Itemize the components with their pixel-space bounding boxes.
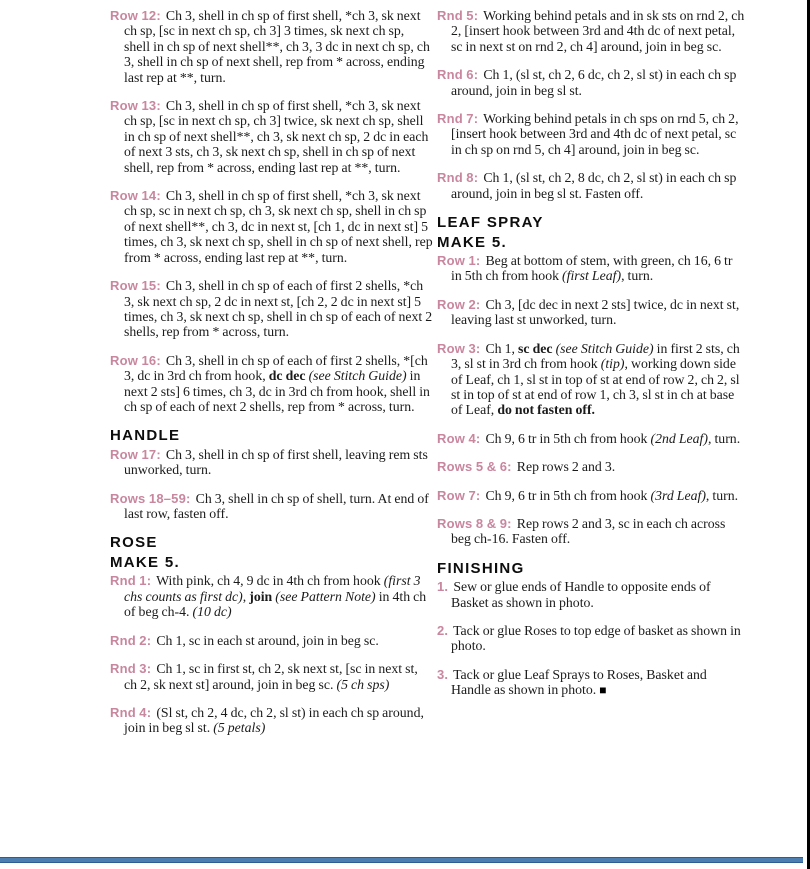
text-run: Rep rows 2 and 3, sc in each ch across beg ch-16. Fasten off. bbox=[451, 515, 726, 547]
instruction-paragraph bbox=[110, 447, 433, 478]
text-run: (3rd Leaf) bbox=[650, 487, 706, 503]
row-label: Row 3: bbox=[437, 340, 481, 356]
row-label: Rows 18–59: bbox=[110, 490, 191, 506]
instruction-paragraph bbox=[437, 579, 746, 610]
row-label: Row 4: bbox=[437, 430, 481, 446]
text-run: (see Stitch Guide) bbox=[555, 340, 654, 356]
text-run: (5 petals) bbox=[213, 720, 266, 736]
instruction-paragraph bbox=[110, 8, 433, 85]
instruction-paragraph bbox=[110, 491, 433, 522]
row-label: Row 13: bbox=[110, 98, 161, 114]
section-heading: FINISHING bbox=[437, 559, 525, 577]
text-run: Working behind petals in ch sps on rnd 5, ch 2, [insert hook between 3rd and 4th dc of next petal, sc in ch sp on rnd 5, ch 4] around, join in beg sc. bbox=[451, 111, 739, 157]
row-label: Rnd 8: bbox=[437, 170, 479, 186]
row-label: Row 1: bbox=[437, 253, 481, 269]
text-run: Ch 3, shell in ch sp of first shell, *ch 3, sk next ch sp, [sc in next ch sp, ch 3] 3 times, sk next ch sp, shell in ch sp of next shell**, ch 3, 3 dc in next ch sp, ch 3, shell in ch sp of next shell, rep from * across, ending last rep at **, turn. bbox=[124, 8, 430, 85]
instruction-paragraph bbox=[437, 431, 746, 446]
row-label: Rnd 5: bbox=[437, 8, 479, 23]
instruction-paragraph bbox=[437, 623, 746, 654]
row-label: Row 7: bbox=[437, 487, 481, 503]
instruction-paragraph bbox=[110, 633, 433, 648]
text-run: Ch 1, (sl st, ch 2, 6 dc, ch 2, sl st) in each ch sp around, join in beg sl st. bbox=[451, 67, 737, 98]
text-run: Ch 3, shell in ch sp of each of first 2 shells, *ch 3, sk next ch sp, 2 dc in next st, [ch 2, 2 dc in next st] 5 times, ch 3, sk next ch sp, shell in ch sp of each of next 2 shells, rep from * across, turn. bbox=[124, 278, 433, 340]
text-run: (see Pattern Note) bbox=[275, 588, 376, 604]
row-label: Row 12: bbox=[110, 8, 161, 23]
instruction-paragraph bbox=[110, 661, 433, 692]
text-run: do not fasten off. bbox=[497, 402, 595, 418]
column-right bbox=[437, 8, 746, 712]
text-run: Ch 1, sc in each st around, join in beg sc. bbox=[156, 632, 379, 648]
text-run: Ch 3, shell in ch sp of first shell, leaving rem sts unworked, turn. bbox=[124, 446, 428, 478]
instruction-paragraph bbox=[437, 253, 746, 284]
instruction-paragraph bbox=[110, 278, 433, 340]
text-run: , turn. bbox=[705, 487, 739, 503]
text-run: Tack or glue Roses to top edge of basket as shown in photo. bbox=[451, 623, 741, 654]
instruction-paragraph bbox=[437, 516, 746, 547]
row-label: Rnd 6: bbox=[437, 67, 479, 83]
text-run: (tip) bbox=[600, 356, 625, 372]
row-label: Row 16: bbox=[110, 352, 161, 368]
text-run: With pink, ch 4, 9 dc in 4th ch from hook bbox=[156, 573, 384, 589]
text-run: Sew or glue ends of Handle to opposite ends of Basket as shown in photo. bbox=[451, 579, 711, 610]
instruction-paragraph bbox=[437, 111, 746, 157]
text-run: Working behind petals and in sk sts on rnd 2, ch 2, [insert hook between 3rd and 4th dc of next petal, sc in next st on rnd 2, ch 4] around, join in beg sc. bbox=[451, 8, 745, 54]
instruction-paragraph bbox=[437, 488, 746, 503]
instruction-paragraph bbox=[110, 705, 433, 736]
text-run: (first Leaf) bbox=[562, 268, 622, 284]
row-label: Rnd 4: bbox=[110, 704, 152, 720]
row-label: Row 2: bbox=[437, 296, 481, 312]
text-run: (Sl st, ch 2, 4 dc, ch 2, sl st) in each ch sp around, join in beg sl st. bbox=[124, 704, 424, 736]
end-of-pattern-marker: ■ bbox=[599, 683, 607, 698]
section-heading: LEAF SPRAY bbox=[437, 214, 544, 232]
text-run: (see Stitch Guide) bbox=[308, 368, 407, 384]
row-label: Rows 5 & 6: bbox=[437, 459, 512, 475]
text-run: join bbox=[249, 588, 273, 604]
text-run: Ch 9, 6 tr in 5th ch from hook bbox=[485, 487, 651, 503]
instruction-paragraph bbox=[437, 459, 746, 474]
row-label: Row 14: bbox=[110, 188, 161, 204]
text-run: Tack or glue Leaf Sprays to Roses, Basket and Handle as shown in photo. bbox=[451, 666, 707, 698]
section-heading: HANDLE bbox=[110, 427, 181, 445]
text-run: Ch 3, shell in ch sp of shell, turn. At end of last row, fasten off. bbox=[124, 490, 429, 522]
text-run: in 4th ch of beg ch-4. bbox=[124, 588, 427, 620]
section-heading: MAKE 5. bbox=[437, 233, 507, 251]
text-run: (2nd Leaf) bbox=[650, 430, 708, 446]
instruction-paragraph bbox=[437, 297, 746, 328]
text-run: Ch 3, shell in ch sp of first shell, *ch 3, sk next ch sp, [sc in next ch sp, ch 3] twice, sk next ch sp, shell in ch sp of next shell**, ch 3, sk next ch sp, 2 dc in each of next 3 sts, ch 3, sk next ch sp, shell in ch sp of next shell, rep from * across, ending last rep at **, turn. bbox=[124, 98, 429, 175]
column-left bbox=[110, 8, 433, 749]
row-label: Row 17: bbox=[110, 446, 161, 462]
text-run: Ch 3, shell in ch sp of first shell, *ch 3, sk next ch sp, sc in next ch sp, ch 3, sk next ch sp, shell in ch sp of next shell**, ch 3, dc in next st, [ch 1, dc in next st] 5 times, ch 3, sk next ch sp, shell in ch sp of next shell, rep from * across, ending last rep at **, turn. bbox=[124, 188, 433, 265]
instruction-paragraph bbox=[110, 353, 433, 415]
text-run: in next 2 sts] 6 times, ch 3, dc in 3rd ch from hook, shell in ch sp of each of next 2 shells, rep from * across, turn. bbox=[124, 368, 430, 414]
text-run: Rep rows 2 and 3. bbox=[516, 459, 616, 475]
text-run: Ch 3, shell in ch sp of each of first 2 shells, *[ch 3, dc in 3rd ch from hook, bbox=[124, 352, 428, 384]
text-run: Ch 1, (sl st, ch 2, 8 dc, ch 2, sl st) in each ch sp around, join in beg sl st. Fasten off. bbox=[451, 170, 737, 201]
text-run: (first 3 chs counts as first dc) bbox=[124, 573, 421, 604]
text-run: in first 2 sts, ch 3, sl st in 3rd ch from hook bbox=[451, 340, 740, 372]
instruction-paragraph bbox=[437, 67, 746, 98]
text-run: Ch 9, 6 tr in 5th ch from hook bbox=[485, 430, 651, 446]
text-run: (5 ch sps) bbox=[336, 676, 390, 692]
text-run: Ch 3, [dc dec in next 2 sts] twice, dc in next st, leaving last st unworked, turn. bbox=[451, 296, 740, 328]
instruction-paragraph bbox=[437, 341, 746, 418]
section-heading: MAKE 5. bbox=[110, 553, 180, 571]
instruction-paragraph bbox=[437, 8, 746, 54]
text-run: (10 dc) bbox=[192, 604, 232, 620]
row-label: Rnd 7: bbox=[437, 111, 479, 127]
text-run: , turn. bbox=[707, 430, 741, 446]
row-label: Row 15: bbox=[110, 278, 161, 294]
instruction-paragraph bbox=[110, 573, 433, 619]
row-label: Rnd 2: bbox=[110, 632, 152, 648]
text-run: Ch 1, bbox=[485, 340, 519, 356]
text-run: Beg at bottom of stem, with green, ch 16, 6 tr in 5th ch from hook bbox=[451, 253, 733, 284]
row-label: 2. bbox=[437, 623, 449, 639]
text-run: sc dec bbox=[518, 340, 553, 356]
row-label: Rnd 3: bbox=[110, 661, 152, 677]
instruction-paragraph bbox=[110, 188, 433, 265]
section-heading: ROSE bbox=[110, 534, 158, 552]
instruction-paragraph bbox=[110, 98, 433, 175]
text-run: , working down side of Leaf, ch 1, sl st in top of st at end of row 2, ch 2, sl st in top of st at end of row 1, ch 3, sl st in ch at base of Leaf, bbox=[451, 356, 740, 418]
row-label: Rnd 1: bbox=[110, 573, 152, 589]
text-run: Ch 1, sc in first st, ch 2, sk next st, [sc in next st, ch 2, sk next st] around, join in beg sc. bbox=[124, 661, 418, 692]
row-label: 3. bbox=[437, 666, 449, 682]
instruction-paragraph bbox=[437, 170, 746, 201]
text-run: dc dec bbox=[268, 368, 306, 384]
row-label: Rows 8 & 9: bbox=[437, 515, 512, 531]
instruction-paragraph bbox=[437, 667, 746, 699]
text-run: , bbox=[242, 588, 250, 604]
row-label: 1. bbox=[437, 579, 449, 595]
text-run: , turn. bbox=[621, 268, 654, 284]
bottom-rule-divider bbox=[0, 857, 803, 863]
